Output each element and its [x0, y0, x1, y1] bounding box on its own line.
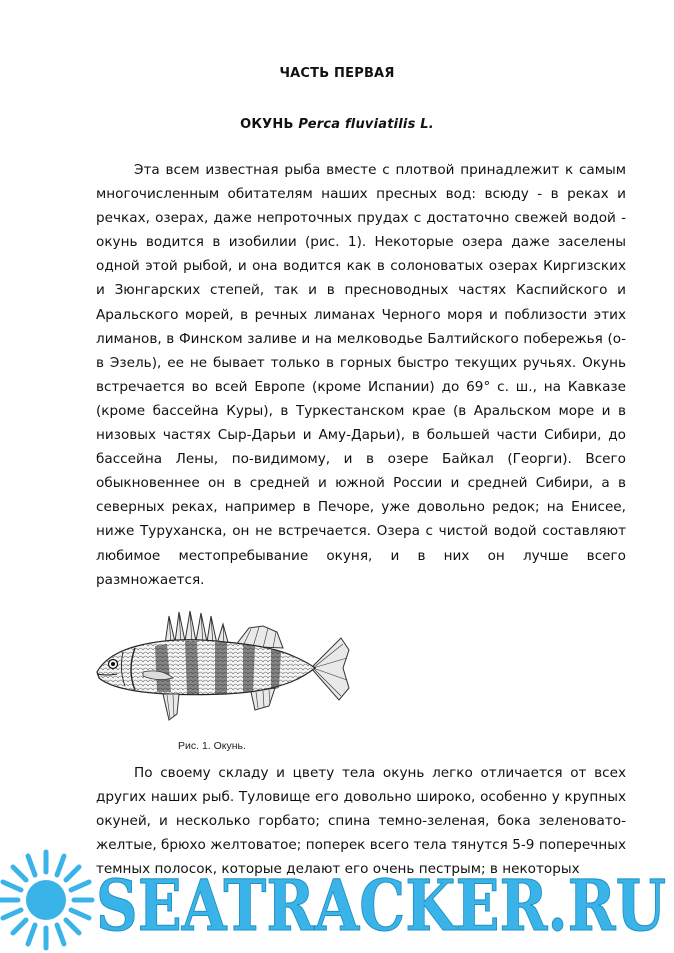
sun-icon: [0, 852, 92, 948]
part-heading: ЧАСТЬ ПЕРВАЯ: [279, 66, 395, 81]
figure-caption: Рис. 1. Окунь.: [178, 740, 246, 752]
title-latin-name: Perca fluviatilis L.: [298, 117, 434, 132]
seatracker-watermark: [0, 848, 674, 953]
title-main: ОКУНЬ: [240, 117, 294, 132]
chapter-title: [0, 117, 674, 132]
perch-illustration: [93, 602, 355, 732]
paragraph-2: По своему складу и цвету тела окунь легко отличается от всех других наших рыб. Туловище его довольно широко, особенно у крупных окуней, и несколько горбато; спина темно-зеленая, бока зеленовато-желтые, брюхо желтоватое; поперек всего тела тянутся 5-9 поперечных темных полосок, которые делают его очень пестрым; в некоторых: [96, 765, 626, 878]
paragraph-1: Эта всем известная рыба вместе с плотвой принадлежит к самым многочисленным обитателям наших пресных вод: всюду - в реках и речках, озерах, даже непроточных прудах с достаточно свежей водой - окунь водится в изобилии (рис. 1). Некоторые озера даже заселены одной этой рыбой, и она водится как в солоноватых озерах Киргизских и Зюнгарских степей, так и в пресноводных частях Каспийского и Аральского морей, в речных лиманах Черного моря и поблизости этих лиманов, в Финском заливе и на мелководье Балтийского побережья (о-в Эзель), ее не бывает только в горных быстро текущих ручьях. Окунь встречается во всей Европе (кроме Испании) до 69° с. ш., на Кавказе (кроме бассейна Куры), в Туркестанском крае (в Аральском море и в низовых частях Сыр-Дарьи и Аму-Дарьи), в большей части Сибири, до бассейна Лены, по-видимому, и в озере Байкал (Георги). Всего обыкновеннее он в средней и южной России и средней Сибири, а в северных реках, например в Печоре, уже довольно редок; на Енисее, ниже Туруханска, он не встречается. Озера с чистой водой составляют любимое местопребывание окуня, и в них он лучше всего размножается.: [96, 162, 626, 588]
watermark-text: SEATRACKER.RU: [96, 864, 666, 947]
